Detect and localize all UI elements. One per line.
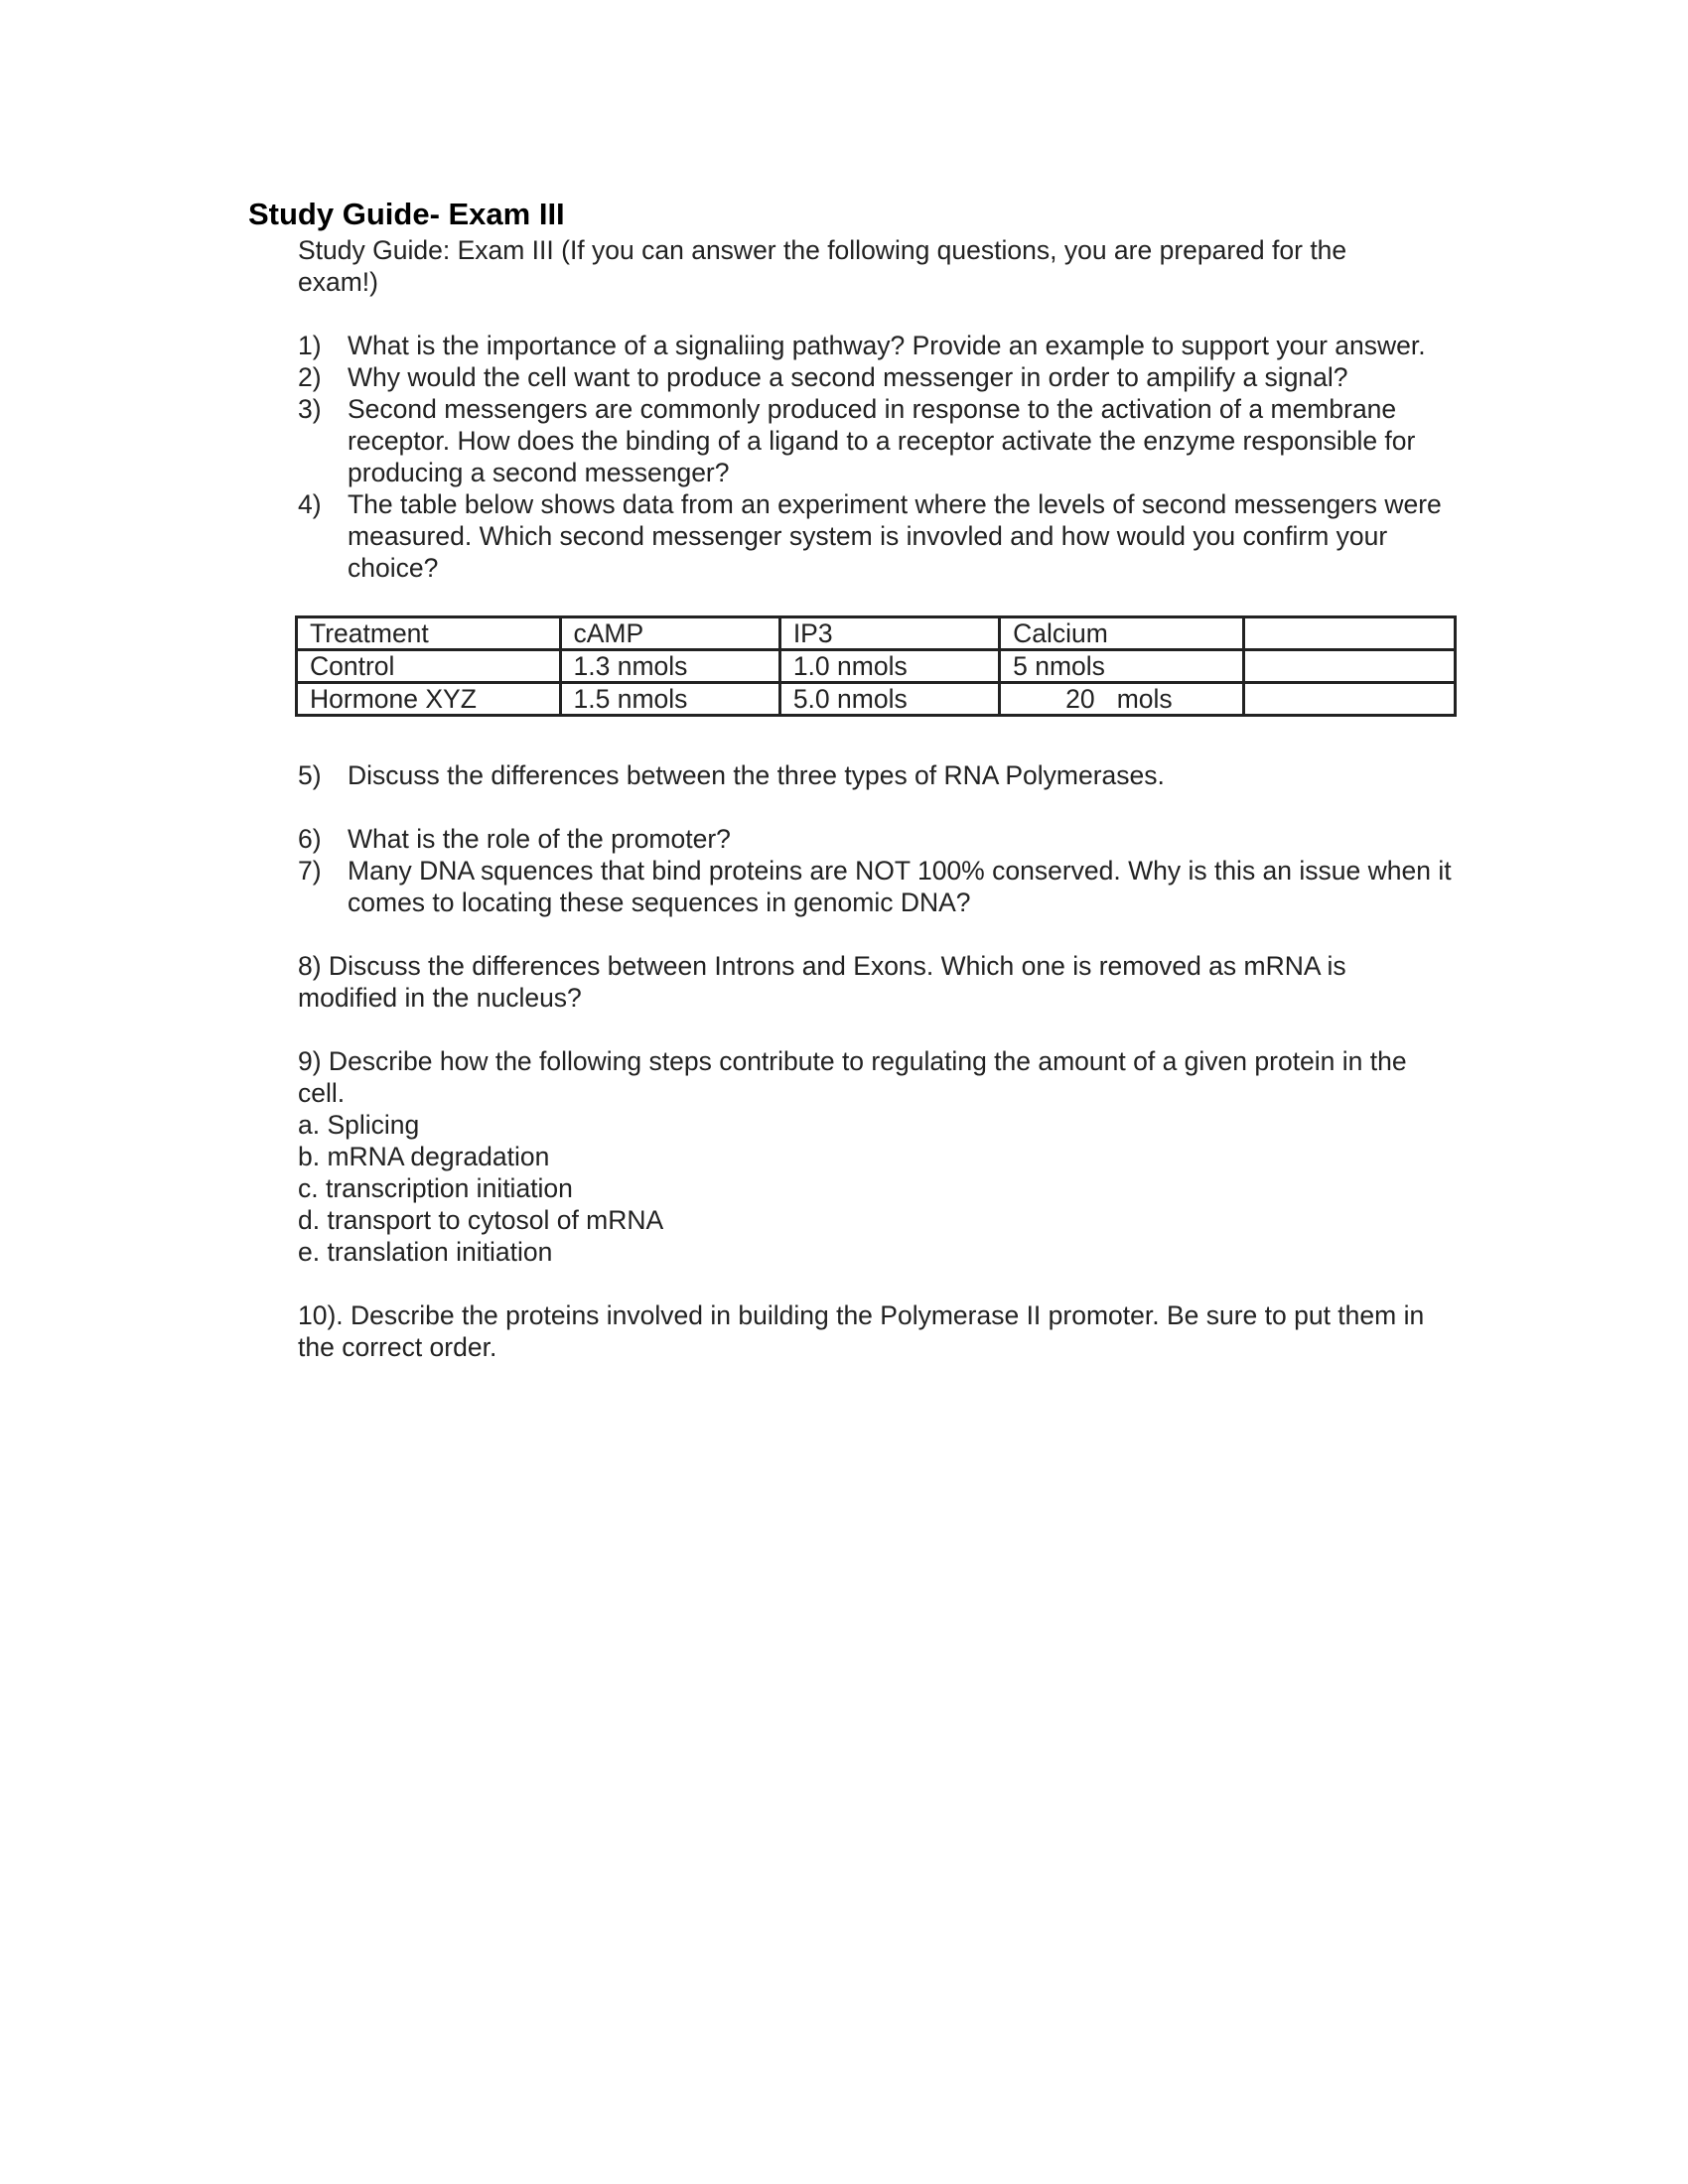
table-cell [1243, 650, 1455, 683]
second-messenger-table [295, 615, 1457, 717]
question-3 [298, 393, 1470, 488]
question-text: The table below shows data from an experiment where the levels of second messengers were measured. Which second messenger system is invovled and how would you confirm your choice? [348, 489, 1442, 583]
question-9: 9) Describe how the following steps contribute to regulating the amount of a given protein in the cell. [298, 1046, 1407, 1108]
list-item: e. translation initiation [298, 1237, 553, 1267]
question-4 [298, 488, 1470, 584]
question-number: 1) [298, 331, 322, 360]
question-1 [298, 330, 1470, 361]
question-text: What is the role of the promoter? [348, 824, 731, 854]
question-text: Discuss the differences between the three types of RNA Polymerases. [348, 760, 1165, 790]
question-number: 5) [298, 760, 322, 790]
table-row [297, 650, 1456, 683]
list-item: d. transport to cytosol of mRNA [298, 1205, 664, 1235]
question-10: 10). Describe the proteins involved in building the Polymerase II promoter. Be sure to put them in the correct order. [298, 1300, 1425, 1362]
intro-text: Study Guide: Exam III (If you can answer the following questions, you are prepared for the exam!) [298, 235, 1347, 297]
question-7 [298, 855, 1470, 918]
table-cell: 5 nmols [1000, 650, 1244, 683]
table-row [297, 683, 1456, 716]
table-header-cell: cAMP [560, 617, 779, 650]
question-6 [298, 823, 1470, 855]
question-5 [298, 759, 1470, 791]
table-cell: Control [297, 650, 561, 683]
list-item: b. mRNA degradation [298, 1142, 550, 1171]
table-cell: 20 mols [1000, 683, 1244, 716]
list-item: a. Splicing [298, 1110, 420, 1140]
table-cell: 1.3 nmols [560, 650, 779, 683]
table-cell: 1.5 nmols [560, 683, 779, 716]
question-text: Many DNA squences that bind proteins are NOT 100% conserved. Why is this an issue when it comes to locating these sequences in genomic DNA? [348, 856, 1452, 917]
table-cell: 1.0 nmols [779, 650, 999, 683]
table-header-cell: Treatment [297, 617, 561, 650]
question-number: 3) [298, 394, 322, 424]
table-cell [1243, 683, 1455, 716]
question-number: 7) [298, 856, 322, 886]
table-cell: Hormone XYZ [297, 683, 561, 716]
question-text: Second messengers are commonly produced in response to the activation of a membrane receptor. How does the binding of a ligand to a receptor activate the enzyme responsible for producing a second messenger? [348, 394, 1416, 487]
question-8: 8) Discuss the differences between Introns and Exons. Which one is removed as mRNA is modified in the nucleus? [298, 951, 1346, 1013]
table-cell: 5.0 nmols [779, 683, 999, 716]
page-title: Study Guide- Exam III [248, 197, 565, 231]
question-9-steps [298, 1109, 1470, 1268]
question-2 [298, 361, 1470, 393]
table-header-cell: Calcium [1000, 617, 1244, 650]
list-item: c. transcription initiation [298, 1173, 573, 1203]
question-number: 2) [298, 362, 322, 392]
document-body [298, 234, 1470, 1363]
table-header-cell [1243, 617, 1455, 650]
question-text: Why would the cell want to produce a second messenger in order to ampilify a signal? [348, 362, 1348, 392]
question-text: What is the importance of a signaliing pathway? Provide an example to support your answer. [348, 331, 1426, 360]
question-number: 4) [298, 489, 322, 519]
question-number: 6) [298, 824, 322, 854]
table-header-cell: IP3 [779, 617, 999, 650]
table-header-row [297, 617, 1456, 650]
